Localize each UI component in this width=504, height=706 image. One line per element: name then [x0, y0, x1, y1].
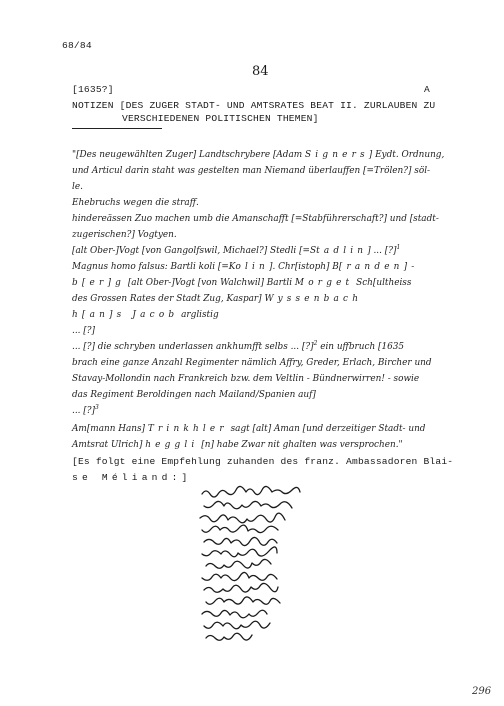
transcription-line: brach eine ganze Anzahl Regimenter nämlich Affry, Greder, Erlach, Bircher und — [72, 358, 432, 368]
footer-note-line: [Es folgt eine Empfehlung zuhanden des franz. Ambassadoren Blai- — [72, 456, 454, 467]
transcription-line: zugerischen?] Vogtyen. — [72, 230, 177, 240]
transcription-line: ... [?] die schryben underlassen ankhumfft selbs ... [?]$^2$ ein uffbruch [1635 — [72, 340, 405, 352]
separator-rule — [72, 128, 162, 129]
transcription-line: b[er]g [alt Ober-]Vogt [von Walchwil] Bartli Morget Sch[ultheiss — [72, 278, 412, 288]
handwritten-manuscript-image — [196, 484, 346, 650]
transcription-line: und Articul darin staht was gestelten man Niemand überlauffen [=Trölen?] söl- — [72, 166, 431, 176]
transcription-line: le. — [72, 182, 83, 192]
transcription-line: das Regiment Beroldingen nach Mailand/Spanien auf] — [72, 390, 316, 400]
transcription-line: "[Des neugewählten Zuger] Landtschrybere [Adam Signers] Eydt. Ordnung, — [72, 150, 445, 160]
date-label: [1635?] — [72, 84, 114, 95]
transcription-line: Amtsrat Ulrich] heggli [n] habe Zwar nit ghalten was versprochen." — [72, 440, 403, 450]
page-number: 84 — [252, 64, 269, 79]
footnote-marker: 1 — [396, 244, 401, 252]
transcription-line: h[an]s Jacob arglistig — [72, 310, 219, 320]
transcription-line: hindereässen Zuo machen umb die Amanschafft [=Stabführerschaft?] und [stadt- — [72, 214, 439, 224]
footnote-marker: 3 — [94, 404, 99, 412]
transcription-line: Ehebruchs wegen die straff. — [72, 198, 199, 208]
transcription-line: ... [?] — [72, 326, 95, 336]
footnote-marker: 2 — [313, 340, 318, 348]
transcription-line: Stavay-Mollondin nach Frankreich bzw. dem Veltlin - Bündnerwirren! - sowie — [72, 374, 420, 384]
transcription-line: Magnus homo falsus: Bartli koli [=Kolin]. Chr[istoph] B[randen]- — [72, 262, 419, 272]
transcription-line: [alt Ober-]Vogt [von Gangolfswil, Michael?] Stedli [=Stadlin] ... [?]$^1$ — [72, 244, 401, 256]
transcription-line: des Grossen Rates der Stadt Zug, Kaspar] Wyssenbach — [72, 294, 363, 304]
document-title-line2: VERSCHIEDENEN POLITISCHEN THEMEN] — [122, 113, 319, 124]
transcription-line: Am[mann Hans] Trinkhler sagt [alt] Aman [und derzeitiger Stadt- und — [72, 424, 426, 434]
archive-mark: 296 — [472, 686, 492, 697]
folio-number: 68/84 — [62, 40, 92, 51]
document-title-line1: NOTIZEN [DES ZUGER STADT- UND AMTSRATES BEAT II. ZURLAUBEN ZU — [72, 100, 436, 111]
letter-label: A — [424, 84, 430, 95]
transcription-line: ... [?]$^3$ — [72, 404, 99, 416]
footer-note-line: se Méliand:] — [72, 472, 188, 483]
